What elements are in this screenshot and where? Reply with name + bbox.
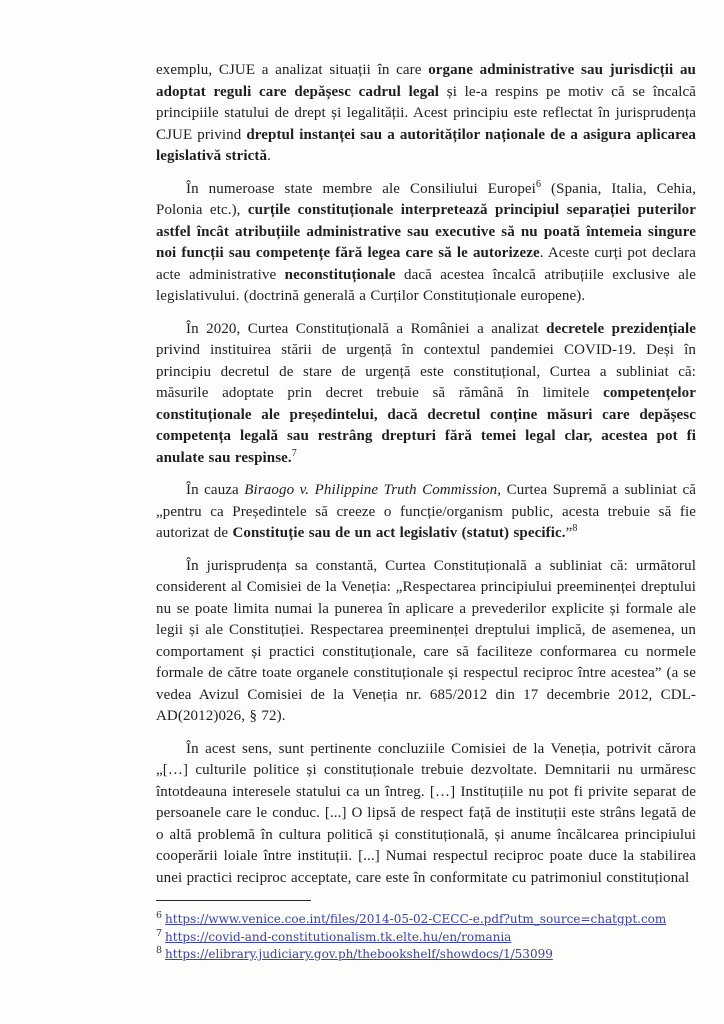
footnotes — [156, 911, 696, 964]
text-run: dacă acestea încalcă atribuțiile exclusive ale legislativului. (doctrină generală a Curților Constituționale europene). — [156, 266, 696, 304]
footnote-number: 7 — [156, 927, 163, 939]
footnote — [156, 929, 696, 947]
text-run: . — [267, 148, 271, 164]
text-run: curțile constituționale interpretează principiul separației puterilor astfel încât atribuțiile administrative sau executive să nu poată întemeia singure noi funcții sau competențe fără legea care să le autorizeze — [156, 202, 696, 261]
paragraph — [156, 480, 696, 545]
text-run: competențelor constituționale ale președintelui, dacă decretul conține măsuri care depășesc competența legală sau restrâng drepturi fără temei legal clar, acestea pot fi anulate sau respinse. — [156, 385, 696, 466]
text-run: decretele prezidențiale — [546, 320, 697, 337]
footnote-number: 8 — [156, 945, 163, 956]
text-run: și le-a respins pe motiv că se încalcă principiile statului de drept și legalității. Acest principiu este reflectat în jurisprudența CJUE privind — [156, 83, 696, 143]
text-run: privind instituirea stării de urgență în contextul pandemiei COVID-19. Deși în principiu decretul de stare de urgență este constituțional, Curtea a subliniat că: măsurile adoptate prin decret trebuie să rămână în limitele — [156, 342, 696, 401]
text-run: neconstituționale — [284, 266, 396, 283]
paragraph — [156, 60, 696, 168]
text-run: . Aceste curți pot declara acte administrative — [156, 245, 696, 283]
text-run: În cauza — [186, 482, 245, 498]
paragraph — [156, 556, 696, 728]
footnote-reference: 6 — [535, 178, 542, 190]
text-run: ” — [565, 525, 573, 541]
text-run: (Spania, Italia, Cehia, Polonia etc.), — [156, 180, 696, 218]
text-run: Constituție sau de un act legislativ (statut) specific. — [232, 525, 566, 541]
paragraph — [156, 319, 696, 470]
footnote-reference: 8 — [572, 523, 578, 534]
footnote — [156, 946, 696, 964]
document-body — [156, 60, 696, 889]
footnote-number: 6 — [156, 910, 163, 921]
text-run: În numeroase state membre ale Consiliului Europei — [186, 180, 536, 197]
paragraph — [156, 739, 696, 890]
text-run: dreptul instanței sau a autorităților naționale de a asigura aplicarea legislativă strictă — [156, 126, 696, 164]
text-run: , Curtea Supremă a subliniat că „pentru ca Președintele să creeze o funcție/organism public, acesta trebuie să fie autorizat de — [156, 482, 697, 541]
footnote-separator — [156, 900, 311, 901]
footnote — [156, 911, 696, 929]
paragraph — [156, 179, 696, 308]
text-run: În 2020, Curtea Constituțională a României a analizat — [186, 320, 547, 337]
text-run: Biraogo v. Philippine Truth Commission — [244, 482, 498, 498]
text-run: În acest sens, sunt pertinente concluziile Comisiei de la Veneția, potrivit cărora „[…] culturile politice și constituționale trebuie dezvoltate. Demnitarii nu urmăresc întotdeauna interesele statului ca un întreg. […] Instituțiile nu pot fi privite separat de persoanele care le conduc. [...] O lipsă de respect față de instituții este strâns legată de o altă problemă în cultura politică și constituțională, și anume încălcarea principiului cooperării loiale între instituții. [...] Numai respectul reciproc poate duce la stabilirea unei practici reciproc acceptate, care este în conformitate cu patrimoniul constituțional — [156, 740, 696, 886]
footnote-reference: 7 — [291, 447, 297, 459]
footnote-link[interactable]: https://www.venice.coe.int/files/2014-05-02-CECC-e.pdf?utm_source=chatgpt.com — [165, 912, 667, 926]
text-run: În jurisprudența sa constantă, Curtea Constituțională a subliniat că: următorul considerent al Comisiei de la Veneția: „Respectarea principiului preeminenței dreptului nu se poate limita numai la punerea în aplicare a prevederilor explicite și formale ale legii și ale Constituției. Respectarea preeminenței dreptului implică, de asemenea, un comportament și practici constituționale, care să faciliteze conformarea cu normele formale de către toate organele constituționale și respectul reciproc între acestea” (a se vedea Avizul Comisiei de la Veneția nr. 685/2012 din 17 decembrie 2012, CDL-AD(2012)026, § 72). — [156, 557, 696, 724]
footnote-link[interactable]: https://covid-and-constitutionalism.tk.elte.hu/en/romania — [165, 929, 512, 944]
document-content — [156, 60, 696, 964]
footnote-link[interactable]: https://elibrary.judiciary.gov.ph/thebookshelf/showdocs/1/53099 — [165, 947, 553, 961]
text-run: exemplu, CJUE a analizat situații în care — [156, 62, 429, 78]
text-run: organe administrative sau jurisdicții au adoptat reguli care depășesc cadrul legal — [156, 62, 696, 100]
